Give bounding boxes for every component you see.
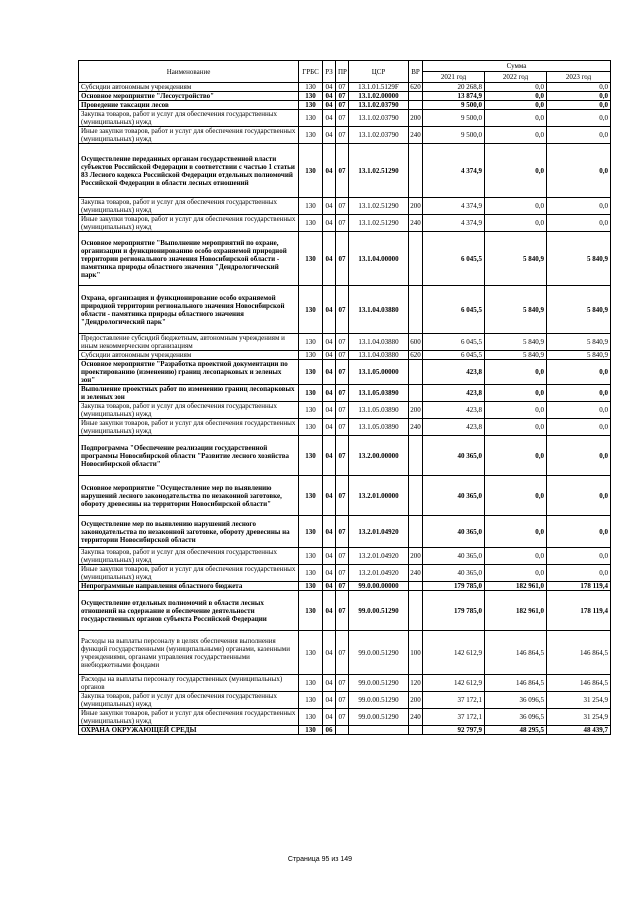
cell-grbs: 130 — [299, 351, 323, 360]
cell-sum-2022: 5 840,9 — [485, 232, 547, 286]
cell-grbs: 130 — [299, 286, 323, 334]
table-row — [79, 582, 611, 591]
cell-sum-2021: 37 172,1 — [423, 692, 485, 709]
table-row — [79, 215, 611, 232]
cell-pr: 07 — [336, 83, 349, 92]
cell-sum-2022: 0,0 — [485, 385, 547, 402]
cell-csr: 13.2.00.00000 — [349, 436, 409, 476]
cell-grbs: 130 — [299, 476, 323, 516]
cell-rz: 04 — [323, 232, 336, 286]
cell-grbs: 130 — [299, 565, 323, 582]
cell-sum-2022: 0,0 — [485, 360, 547, 385]
cell-sum-2023: 146 864,5 — [547, 631, 611, 675]
cell-sum-2021: 40 365,0 — [423, 436, 485, 476]
cell-vr: 240 — [409, 565, 423, 582]
cell-sum-2022: 0,0 — [485, 127, 547, 144]
cell-sum-2022: 182 961,0 — [485, 582, 547, 591]
cell-sum-2022: 48 295,5 — [485, 726, 547, 735]
cell-sum-2023: 5 840,9 — [547, 334, 611, 351]
cell-vr — [409, 144, 423, 198]
table-row — [79, 631, 611, 675]
table-row — [79, 709, 611, 726]
cell-csr: 99.0.00.51290 — [349, 709, 409, 726]
cell-grbs: 130 — [299, 675, 323, 692]
cell-name: Непрограммные направления областного бюджета — [79, 582, 299, 591]
cell-rz: 04 — [323, 582, 336, 591]
cell-pr: 07 — [336, 110, 349, 127]
cell-vr: 200 — [409, 692, 423, 709]
cell-csr: 13.1.02.03790 — [349, 101, 409, 110]
cell-grbs: 130 — [299, 436, 323, 476]
cell-pr: 07 — [336, 351, 349, 360]
cell-vr: 100 — [409, 631, 423, 675]
cell-rz: 04 — [323, 709, 336, 726]
cell-csr: 13.1.04.03880 — [349, 351, 409, 360]
cell-sum-2022: 182 961,0 — [485, 591, 547, 631]
cell-name: Субсидии автономным учреждениям — [79, 351, 299, 360]
cell-pr: 07 — [336, 127, 349, 144]
cell-name: Иные закупки товаров, работ и услуг для обеспечения государственных (муниципальных) нужд — [79, 565, 299, 582]
cell-sum-2021: 142 612,9 — [423, 631, 485, 675]
cell-csr: 99.0.00.51290 — [349, 631, 409, 675]
cell-grbs: 130 — [299, 631, 323, 675]
cell-sum-2021: 40 365,0 — [423, 565, 485, 582]
cell-rz: 04 — [323, 385, 336, 402]
cell-sum-2021: 6 045,5 — [423, 286, 485, 334]
cell-sum-2021: 4 374,9 — [423, 144, 485, 198]
cell-vr: 240 — [409, 127, 423, 144]
cell-sum-2022: 0,0 — [485, 476, 547, 516]
header-sum: Сумма — [423, 61, 611, 72]
cell-sum-2022: 0,0 — [485, 215, 547, 232]
header-year-2023: 2023 год — [547, 72, 611, 83]
cell-sum-2023: 0,0 — [547, 360, 611, 385]
cell-grbs: 130 — [299, 144, 323, 198]
cell-sum-2023: 0,0 — [547, 144, 611, 198]
cell-grbs: 130 — [299, 402, 323, 419]
cell-csr: 13.1.05.00000 — [349, 360, 409, 385]
cell-sum-2023: 0,0 — [547, 419, 611, 436]
cell-name: ОХРАНА ОКРУЖАЮЩЕЙ СРЕДЫ — [79, 726, 299, 735]
cell-grbs: 130 — [299, 127, 323, 144]
cell-sum-2022: 146 864,5 — [485, 631, 547, 675]
table-row — [79, 548, 611, 565]
cell-csr: 13.1.02.03790 — [349, 127, 409, 144]
cell-sum-2022: 0,0 — [485, 402, 547, 419]
cell-sum-2021: 4 374,9 — [423, 215, 485, 232]
table-row — [79, 692, 611, 709]
cell-sum-2021: 92 797,9 — [423, 726, 485, 735]
cell-pr: 07 — [336, 144, 349, 198]
cell-csr: 13.2.01.04920 — [349, 548, 409, 565]
table-row — [79, 144, 611, 198]
table-row — [79, 360, 611, 385]
cell-csr: 13.1.02.51290 — [349, 144, 409, 198]
table-row — [79, 476, 611, 516]
cell-sum-2023: 5 840,9 — [547, 232, 611, 286]
cell-sum-2021: 9 500,0 — [423, 101, 485, 110]
cell-sum-2021: 13 874,9 — [423, 92, 485, 101]
table-row — [79, 286, 611, 334]
cell-pr: 07 — [336, 385, 349, 402]
cell-rz: 04 — [323, 83, 336, 92]
cell-sum-2022: 0,0 — [485, 565, 547, 582]
cell-grbs: 130 — [299, 516, 323, 548]
table-row — [79, 351, 611, 360]
cell-grbs: 130 — [299, 101, 323, 110]
cell-sum-2022: 36 096,5 — [485, 692, 547, 709]
header-pr: ПР — [336, 61, 349, 83]
cell-csr: 13.1.02.51290 — [349, 198, 409, 215]
cell-rz: 04 — [323, 215, 336, 232]
header-csr: ЦСР — [349, 61, 409, 83]
cell-name: Закупка товаров, работ и услуг для обеспечения государственных (муниципальных) нужд — [79, 110, 299, 127]
cell-csr — [349, 726, 409, 735]
table-row — [79, 402, 611, 419]
cell-grbs: 130 — [299, 709, 323, 726]
cell-sum-2023: 0,0 — [547, 215, 611, 232]
cell-sum-2021: 40 365,0 — [423, 548, 485, 565]
cell-sum-2022: 0,0 — [485, 110, 547, 127]
cell-name: Закупка товаров, работ и услуг для обеспечения государственных (муниципальных) нужд — [79, 402, 299, 419]
cell-csr: 13.1.05.03890 — [349, 402, 409, 419]
cell-rz: 04 — [323, 436, 336, 476]
cell-csr: 99.0.00.51290 — [349, 675, 409, 692]
cell-sum-2022: 146 864,5 — [485, 675, 547, 692]
cell-grbs: 130 — [299, 232, 323, 286]
cell-name: Осуществление переданных органам государственной власти субъектов Российской Федерации в соответствии с частью 1 статьи 83 Лесного кодекса Российской Федерации отдельных полномочий Российской Федерации в области лесных отношений — [79, 144, 299, 198]
cell-vr — [409, 385, 423, 402]
table-row — [79, 334, 611, 351]
table-row — [79, 92, 611, 101]
cell-sum-2021: 142 612,9 — [423, 675, 485, 692]
cell-sum-2021: 179 785,0 — [423, 591, 485, 631]
table-row — [79, 385, 611, 402]
table-row — [79, 436, 611, 476]
cell-grbs: 130 — [299, 334, 323, 351]
table-row — [79, 198, 611, 215]
header-name: Наименование — [79, 61, 299, 83]
cell-name: Закупка товаров, работ и услуг для обеспечения государственных (муниципальных) нужд — [79, 692, 299, 709]
cell-vr: 200 — [409, 110, 423, 127]
cell-csr: 13.1.01.5129F — [349, 83, 409, 92]
cell-pr: 07 — [336, 591, 349, 631]
cell-name: Расходы на выплаты персоналу в целях обеспечения выполнения функций государственными (муниципальными) органами, казенными учреждениями, органами управления государственными внебюджетными фондами — [79, 631, 299, 675]
cell-rz: 04 — [323, 548, 336, 565]
cell-name: Осуществление мер по выявлению нарушений лесного законодательства по незаконной заготовке, обороту древесины на территории Новосибирской области — [79, 516, 299, 548]
cell-sum-2023: 0,0 — [547, 385, 611, 402]
cell-name: Основное мероприятие "Осуществление мер по выявлению нарушений лесного законодательства по незаконной заготовке, обороту древесины на территории Новосибирской области" — [79, 476, 299, 516]
cell-rz: 04 — [323, 198, 336, 215]
cell-name: Предоставление субсидий бюджетным, автономным учреждениям и иным некоммерческим организациям — [79, 334, 299, 351]
cell-rz: 04 — [323, 360, 336, 385]
cell-pr: 07 — [336, 516, 349, 548]
cell-sum-2021: 6 045,5 — [423, 232, 485, 286]
cell-sum-2022: 0,0 — [485, 101, 547, 110]
cell-vr — [409, 726, 423, 735]
cell-pr: 07 — [336, 692, 349, 709]
cell-sum-2023: 5 840,9 — [547, 351, 611, 360]
cell-sum-2023: 0,0 — [547, 548, 611, 565]
cell-sum-2021: 9 500,0 — [423, 127, 485, 144]
cell-sum-2021: 40 365,0 — [423, 516, 485, 548]
cell-sum-2021: 423,8 — [423, 419, 485, 436]
cell-csr: 13.2.01.04920 — [349, 516, 409, 548]
cell-name: Иные закупки товаров, работ и услуг для обеспечения государственных (муниципальных) нужд — [79, 419, 299, 436]
cell-sum-2021: 40 365,0 — [423, 476, 485, 516]
cell-csr: 13.1.02.51290 — [349, 215, 409, 232]
cell-pr: 07 — [336, 101, 349, 110]
cell-sum-2023: 0,0 — [547, 101, 611, 110]
header-year-2022: 2022 год — [485, 72, 547, 83]
cell-pr: 07 — [336, 92, 349, 101]
table-row — [79, 516, 611, 548]
cell-sum-2022: 0,0 — [485, 419, 547, 436]
cell-sum-2023: 0,0 — [547, 402, 611, 419]
cell-sum-2021: 179 785,0 — [423, 582, 485, 591]
cell-vr: 120 — [409, 675, 423, 692]
cell-rz: 04 — [323, 92, 336, 101]
cell-csr: 13.1.04.03880 — [349, 334, 409, 351]
table-row — [79, 726, 611, 735]
cell-vr — [409, 232, 423, 286]
cell-name: Иные закупки товаров, работ и услуг для обеспечения государственных (муниципальных) нужд — [79, 215, 299, 232]
cell-csr: 13.1.02.03790 — [349, 110, 409, 127]
cell-pr: 07 — [336, 631, 349, 675]
cell-csr: 13.1.04.03880 — [349, 286, 409, 334]
cell-sum-2022: 0,0 — [485, 548, 547, 565]
table-row — [79, 83, 611, 92]
cell-csr: 99.0.00.51290 — [349, 692, 409, 709]
cell-rz: 06 — [323, 726, 336, 735]
cell-name: Иные закупки товаров, работ и услуг для обеспечения государственных (муниципальных) нужд — [79, 709, 299, 726]
cell-pr: 07 — [336, 548, 349, 565]
table-row — [79, 127, 611, 144]
cell-vr — [409, 476, 423, 516]
cell-vr: 620 — [410, 83, 421, 91]
cell-pr: 07 — [336, 419, 349, 436]
cell-sum-2023: 31 254,9 — [547, 709, 611, 726]
cell-rz: 04 — [323, 631, 336, 675]
cell-rz: 04 — [323, 565, 336, 582]
cell-sum-2022: 5 840,9 — [485, 351, 547, 360]
table-row — [79, 232, 611, 286]
cell-sum-2021: 423,8 — [423, 360, 485, 385]
cell-sum-2023: 0,0 — [547, 92, 611, 101]
cell-name: Основное мероприятие "Выполнение мероприятий по охране, организации и функционированию особо охраняемой природной территории регионального значения Новосибирской области - памятника природы областного значения "Дендрологический парк" — [79, 232, 299, 286]
table-row — [79, 101, 611, 110]
cell-csr: 99.0.00.51290 — [349, 591, 409, 631]
cell-rz: 04 — [323, 351, 336, 360]
cell-grbs: 130 — [299, 92, 323, 101]
table-row — [79, 419, 611, 436]
cell-sum-2023: 0,0 — [547, 198, 611, 215]
cell-vr: 240 — [409, 419, 423, 436]
cell-pr: 07 — [336, 402, 349, 419]
cell-vr — [409, 92, 423, 101]
cell-vr — [409, 436, 423, 476]
cell-pr: 07 — [336, 709, 349, 726]
cell-sum-2022: 0,0 — [485, 198, 547, 215]
cell-csr: 13.1.05.03890 — [349, 385, 409, 402]
cell-sum-2023: 0,0 — [547, 516, 611, 548]
cell-name: Основное мероприятие "Лесоустройство" — [79, 92, 299, 101]
table-row — [79, 591, 611, 631]
cell-name: Выполнение проектных работ по изменению границ лесопарковых и зеленых зон — [79, 385, 299, 402]
cell-rz: 04 — [323, 516, 336, 548]
cell-vr: 620 — [410, 351, 421, 359]
cell-sum-2021: 6 045,5 — [423, 351, 485, 360]
cell-csr: 13.1.02.00000 — [349, 92, 409, 101]
cell-sum-2023: 48 439,7 — [547, 726, 611, 735]
cell-vr — [409, 582, 423, 591]
cell-vr — [409, 101, 423, 110]
cell-name: Подпрограмма "Обеспечение реализации государственной программы Новосибирской области "Развитие лесного хозяйства Новосибирской области" — [79, 436, 299, 476]
cell-sum-2022: 0,0 — [485, 144, 547, 198]
cell-grbs: 130 — [299, 726, 323, 735]
cell-sum-2023: 0,0 — [547, 127, 611, 144]
cell-sum-2023: 0,0 — [547, 565, 611, 582]
cell-pr: 07 — [336, 476, 349, 516]
cell-sum-2023: 0,0 — [547, 476, 611, 516]
cell-sum-2021: 423,8 — [423, 385, 485, 402]
cell-name: Основное мероприятие "Разработка проектной документации по проектированию (изменению) границ лесопарковых и зеленых зон" — [79, 360, 299, 385]
cell-vr: 240 — [409, 709, 423, 726]
cell-vr — [409, 286, 423, 334]
cell-grbs: 130 — [299, 198, 323, 215]
cell-name: Субсидии автономным учреждениям — [79, 83, 299, 92]
cell-grbs: 130 — [299, 360, 323, 385]
header-grbs: ГРБС — [299, 61, 323, 83]
cell-pr: 07 — [336, 565, 349, 582]
cell-vr — [409, 516, 423, 548]
cell-vr — [409, 360, 423, 385]
cell-name: Охрана, организация и функционирование особо охраняемой природной территории регионального значения Новосибирской области - памятника природы областного значения "Дендрологический парк" — [79, 286, 299, 334]
cell-vr: 240 — [409, 215, 423, 232]
cell-rz: 04 — [323, 334, 336, 351]
cell-sum-2022: 36 096,5 — [485, 709, 547, 726]
cell-sum-2021: 423,8 — [423, 402, 485, 419]
cell-pr: 07 — [336, 675, 349, 692]
cell-sum-2021: 37 172,1 — [423, 709, 485, 726]
cell-rz: 04 — [323, 419, 336, 436]
cell-pr: 07 — [336, 436, 349, 476]
cell-sum-2022: 5 840,9 — [485, 334, 547, 351]
cell-rz: 04 — [323, 286, 336, 334]
cell-grbs: 130 — [299, 215, 323, 232]
cell-grbs: 130 — [299, 548, 323, 565]
budget-table — [78, 60, 611, 735]
cell-pr: 07 — [336, 198, 349, 215]
cell-vr: 200 — [409, 198, 423, 215]
cell-vr: 200 — [409, 402, 423, 419]
cell-sum-2023: 178 119,4 — [547, 591, 611, 631]
cell-vr — [409, 591, 423, 631]
cell-sum-2021: 6 045,5 — [423, 334, 485, 351]
cell-pr: 07 — [336, 215, 349, 232]
cell-vr: 600 — [409, 334, 423, 351]
cell-name: Осуществление отдельных полномочий в области лесных отношений на содержание и обеспечение деятельности государственных органов субъекта Российской Федерации — [79, 591, 299, 631]
cell-name: Закупка товаров, работ и услуг для обеспечения государственных (муниципальных) нужд — [79, 548, 299, 565]
cell-sum-2022: 5 840,9 — [485, 286, 547, 334]
cell-sum-2021: 20 268,8 — [423, 83, 485, 92]
cell-grbs: 130 — [299, 385, 323, 402]
cell-grbs: 130 — [299, 83, 323, 92]
header-year-2021: 2021 год — [423, 72, 485, 83]
cell-csr: 99.0.00.00000 — [349, 582, 409, 591]
cell-pr: 07 — [336, 286, 349, 334]
cell-sum-2023: 31 254,9 — [547, 692, 611, 709]
cell-grbs: 130 — [299, 591, 323, 631]
cell-sum-2023: 0,0 — [547, 110, 611, 127]
cell-sum-2023: 0,0 — [547, 436, 611, 476]
cell-pr: 07 — [336, 232, 349, 286]
cell-sum-2021: 4 374,9 — [423, 198, 485, 215]
cell-sum-2023: 0,0 — [547, 83, 611, 92]
cell-rz: 04 — [323, 476, 336, 516]
cell-pr: 07 — [336, 582, 349, 591]
cell-name: Закупка товаров, работ и услуг для обеспечения государственных (муниципальных) нужд — [79, 198, 299, 215]
cell-grbs: 130 — [299, 110, 323, 127]
cell-sum-2021: 9 500,0 — [423, 110, 485, 127]
cell-rz: 04 — [323, 675, 336, 692]
cell-sum-2022: 0,0 — [485, 436, 547, 476]
cell-csr: 13.1.05.03890 — [349, 419, 409, 436]
cell-grbs: 130 — [299, 692, 323, 709]
table-row — [79, 110, 611, 127]
cell-sum-2022: 0,0 — [485, 516, 547, 548]
header-vr: ВР — [409, 61, 423, 83]
cell-rz: 04 — [323, 692, 336, 709]
cell-rz: 04 — [323, 144, 336, 198]
table-row — [79, 675, 611, 692]
cell-vr: 200 — [409, 548, 423, 565]
cell-pr: 07 — [336, 334, 349, 351]
cell-grbs: 130 — [299, 419, 323, 436]
cell-rz: 04 — [323, 591, 336, 631]
table-row — [79, 565, 611, 582]
cell-csr: 13.2.01.00000 — [349, 476, 409, 516]
cell-grbs: 130 — [299, 582, 323, 591]
cell-csr: 13.1.04.00000 — [349, 232, 409, 286]
cell-rz: 04 — [323, 101, 336, 110]
cell-pr — [336, 726, 349, 735]
page-number: Страница 95 из 149 — [287, 856, 353, 863]
cell-sum-2022: 0,0 — [485, 83, 547, 92]
cell-name: Иные закупки товаров, работ и услуг для обеспечения государственных (муниципальных) нужд — [79, 127, 299, 144]
cell-sum-2022: 0,0 — [485, 92, 547, 101]
cell-sum-2023: 146 864,5 — [547, 675, 611, 692]
cell-rz: 04 — [323, 402, 336, 419]
cell-csr: 13.2.01.04920 — [349, 565, 409, 582]
cell-pr: 07 — [336, 360, 349, 385]
cell-sum-2023: 5 840,9 — [547, 286, 611, 334]
cell-rz: 04 — [323, 127, 336, 144]
cell-name: Расходы на выплаты персоналу государственных (муниципальных) органов — [79, 675, 299, 692]
cell-name: Проведение таксации лесов — [79, 101, 299, 110]
cell-sum-2023: 178 119,4 — [547, 582, 611, 591]
header-rz: РЗ — [323, 61, 336, 83]
cell-rz: 04 — [323, 110, 336, 127]
